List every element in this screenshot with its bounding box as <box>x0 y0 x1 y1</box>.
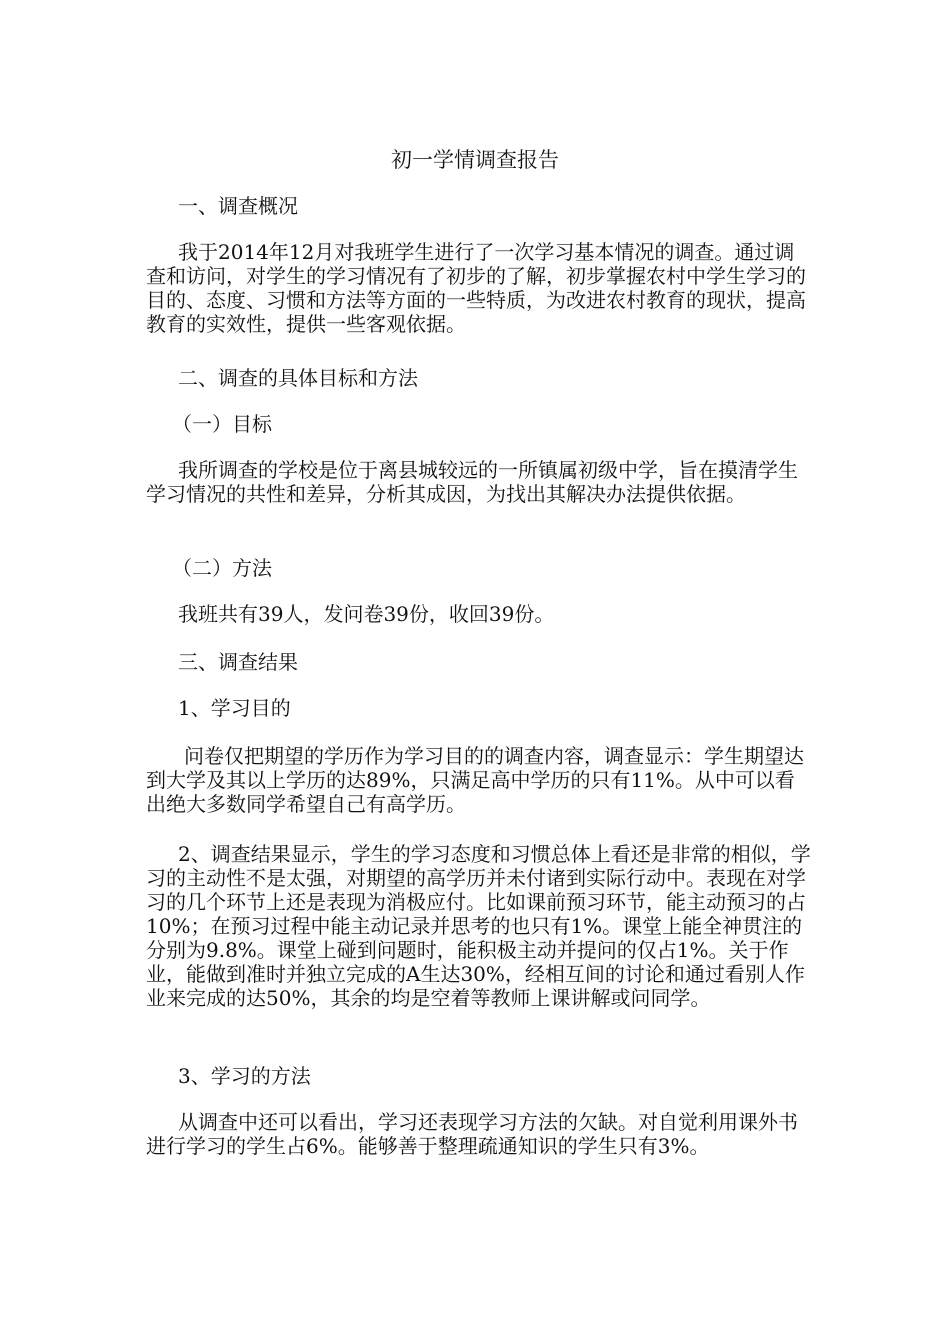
paragraph-study-method: 从调查中还可以看出，学习还表现学习方法的欠缺。对自觉利用课外书进行学习的学生占6%。能够善于整理疏通知识的学生只有3%。 <box>146 1110 798 1158</box>
subheading-study-purpose: 1、学习目的 <box>178 696 291 720</box>
paragraph-study-attitude: 2、调查结果显示，学生的学习态度和习惯总体上看还是非常的相似，学习的主动性不是太强，对期望的高学历并未付诸到实际行动中。表现在对学习的几个环节上还是表现为消极应付。比如课前预习环节，能主动预习的占10%；在预习过程中能主动记录并思考的也只有1%。课堂上能全神贯注的分别为9.8%。课堂上碰到问题时，能积极主动并提问的仅占1%。关于作业，能做到准时并独立完成的A生达30%，经相互间的讨论和通过看别人作业来完成的达50%，其余的均是空着等教师上课讲解或问同学。 <box>146 842 811 1010</box>
subheading-goal: （一）目标 <box>172 412 272 436</box>
paragraph-method: 我班共有39人，发问卷39份，收回39份。 <box>178 602 555 626</box>
paragraph-overview: 我于2014年12月对我班学生进行了一次学习基本情况的调查。通过调查和访问，对学生的学习情况有了初步的了解，初步掌握农村中学生学习的目的、态度、习惯和方法等方面的一些特质，为改进农村教育的现状，提高教育的实效性，提供一些客观依据。 <box>146 240 806 336</box>
document-title: 初一学情调查报告 <box>391 148 559 172</box>
subheading-method: （二）方法 <box>172 556 272 580</box>
paragraph-goal: 我所调查的学校是位于离县城较远的一所镇属初级中学，旨在摸清学生学习情况的共性和差异，分析其成因，为找出其解决办法提供依据。 <box>146 458 798 506</box>
section-heading-goals-methods: 二、调查的具体目标和方法 <box>178 366 418 390</box>
paragraph-study-purpose: 问卷仅把期望的学历作为学习目的的调查内容，调查显示：学生期望达到大学及其以上学历的达89%，只满足高中学历的只有11%。从中可以看出绝大多数同学希望自己有高学历。 <box>146 744 804 816</box>
section-heading-overview: 一、调查概况 <box>178 194 298 218</box>
subheading-study-method: 3、学习的方法 <box>178 1064 311 1088</box>
section-heading-results: 三、调查结果 <box>178 650 298 674</box>
